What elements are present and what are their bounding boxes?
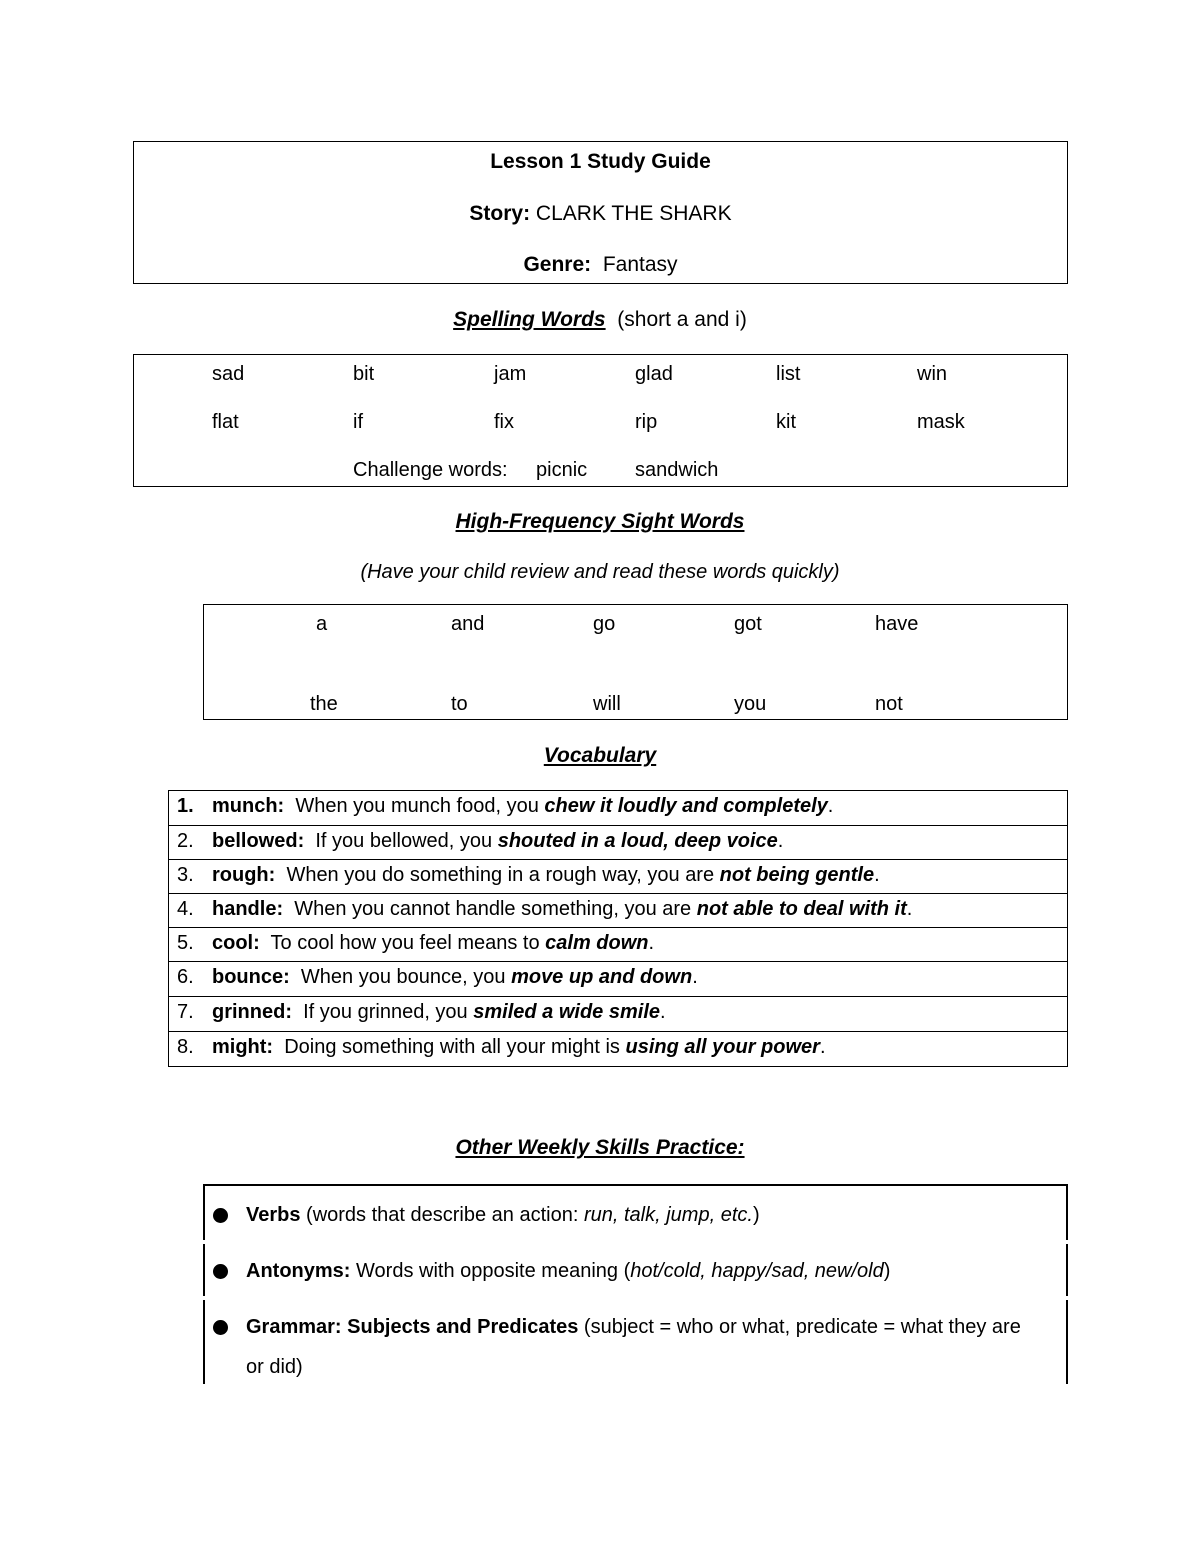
spelling-word: kit bbox=[776, 411, 796, 433]
sight-word: to bbox=[451, 693, 468, 715]
sight-word: have bbox=[875, 613, 919, 635]
skills-box: Verbs (words that describe an action: run, talk, jump, etc.) Antonyms: Words with opposite meaning (hot/cold, happy/sad, new/old) Grammar: Subjects and Predicates (subject = who or what, predicate = what they are or did) bbox=[203, 1184, 1068, 1384]
vocab-row: 2. bellowed: If you bellowed, you shouted in a loud, deep voice. bbox=[169, 825, 1067, 859]
skills-box-top-border bbox=[203, 1184, 1068, 1186]
sight-word: go bbox=[593, 613, 616, 635]
vocab-row: 8. might: Doing something with all your might is using all your power. bbox=[169, 1031, 1067, 1065]
page-title: Lesson 1 Study Guide bbox=[490, 150, 711, 173]
bullet-icon bbox=[213, 1208, 228, 1223]
genre-line: Genre: Fantasy bbox=[523, 253, 678, 276]
vocab-row: 6. bounce: When you bounce, you move up and down. bbox=[169, 961, 1067, 995]
spelling-word: rip bbox=[635, 411, 658, 433]
spelling-word: sad bbox=[212, 363, 245, 385]
story-line: Story: CLARK THE SHARK bbox=[469, 202, 732, 225]
vocab-row: 1. munch: When you munch food, you chew it loudly and completely. bbox=[177, 795, 834, 817]
spelling-word: glad bbox=[635, 363, 673, 385]
spelling-word: flat bbox=[212, 411, 239, 433]
sight-word: the bbox=[310, 693, 338, 715]
skills-box-border bbox=[1066, 1244, 1068, 1296]
vocabulary-heading: Vocabulary bbox=[543, 744, 657, 767]
spelling-word: bit bbox=[353, 363, 375, 385]
vocab-row: 3. rough: When you do something in a rough way, you are not being gentle. bbox=[169, 859, 1067, 893]
sight-word: got bbox=[734, 613, 762, 635]
vocab-row: 7. grinned: If you grinned, you smiled a wide smile. bbox=[169, 996, 1067, 1030]
skills-box-border bbox=[1066, 1184, 1068, 1240]
sight-words-heading: High-Frequency Sight Words bbox=[455, 510, 745, 533]
spelling-heading: Spelling Words (short a and i) bbox=[453, 308, 747, 331]
sight-word: you bbox=[734, 693, 767, 715]
sight-words-instruction: (Have your child review and read these words quickly) bbox=[360, 561, 840, 583]
skills-heading: Other Weekly Skills Practice: bbox=[455, 1136, 745, 1159]
sight-word: and bbox=[451, 613, 485, 635]
spelling-word: list bbox=[776, 363, 801, 385]
spelling-word: if bbox=[353, 411, 363, 433]
skills-box-border bbox=[1066, 1300, 1068, 1384]
skills-box-border bbox=[203, 1244, 205, 1296]
sight-words-box bbox=[203, 604, 1068, 720]
header-box bbox=[133, 141, 1068, 284]
vocab-row: 4. handle: When you cannot handle something, you are not able to deal with it. bbox=[169, 893, 1067, 927]
spelling-word: mask bbox=[917, 411, 965, 433]
challenge-word: sandwich bbox=[635, 459, 719, 481]
spelling-box bbox=[133, 354, 1068, 487]
vocab-row: 5. cool: To cool how you feel means to calm down. bbox=[169, 927, 1067, 961]
spelling-word: win bbox=[917, 363, 948, 385]
spelling-word: jam bbox=[494, 363, 527, 385]
skills-box-border bbox=[203, 1300, 205, 1384]
skills-box-border bbox=[203, 1184, 205, 1240]
sight-word: will bbox=[593, 693, 621, 715]
vocabulary-table bbox=[168, 790, 1068, 1067]
sight-word: not bbox=[875, 693, 903, 715]
bullet-icon bbox=[213, 1264, 228, 1279]
spelling-word: fix bbox=[494, 411, 514, 433]
challenge-word: picnic bbox=[536, 459, 588, 481]
bullet-icon bbox=[213, 1320, 228, 1335]
sight-word: a bbox=[316, 613, 328, 635]
challenge-label: Challenge words: bbox=[353, 459, 508, 481]
